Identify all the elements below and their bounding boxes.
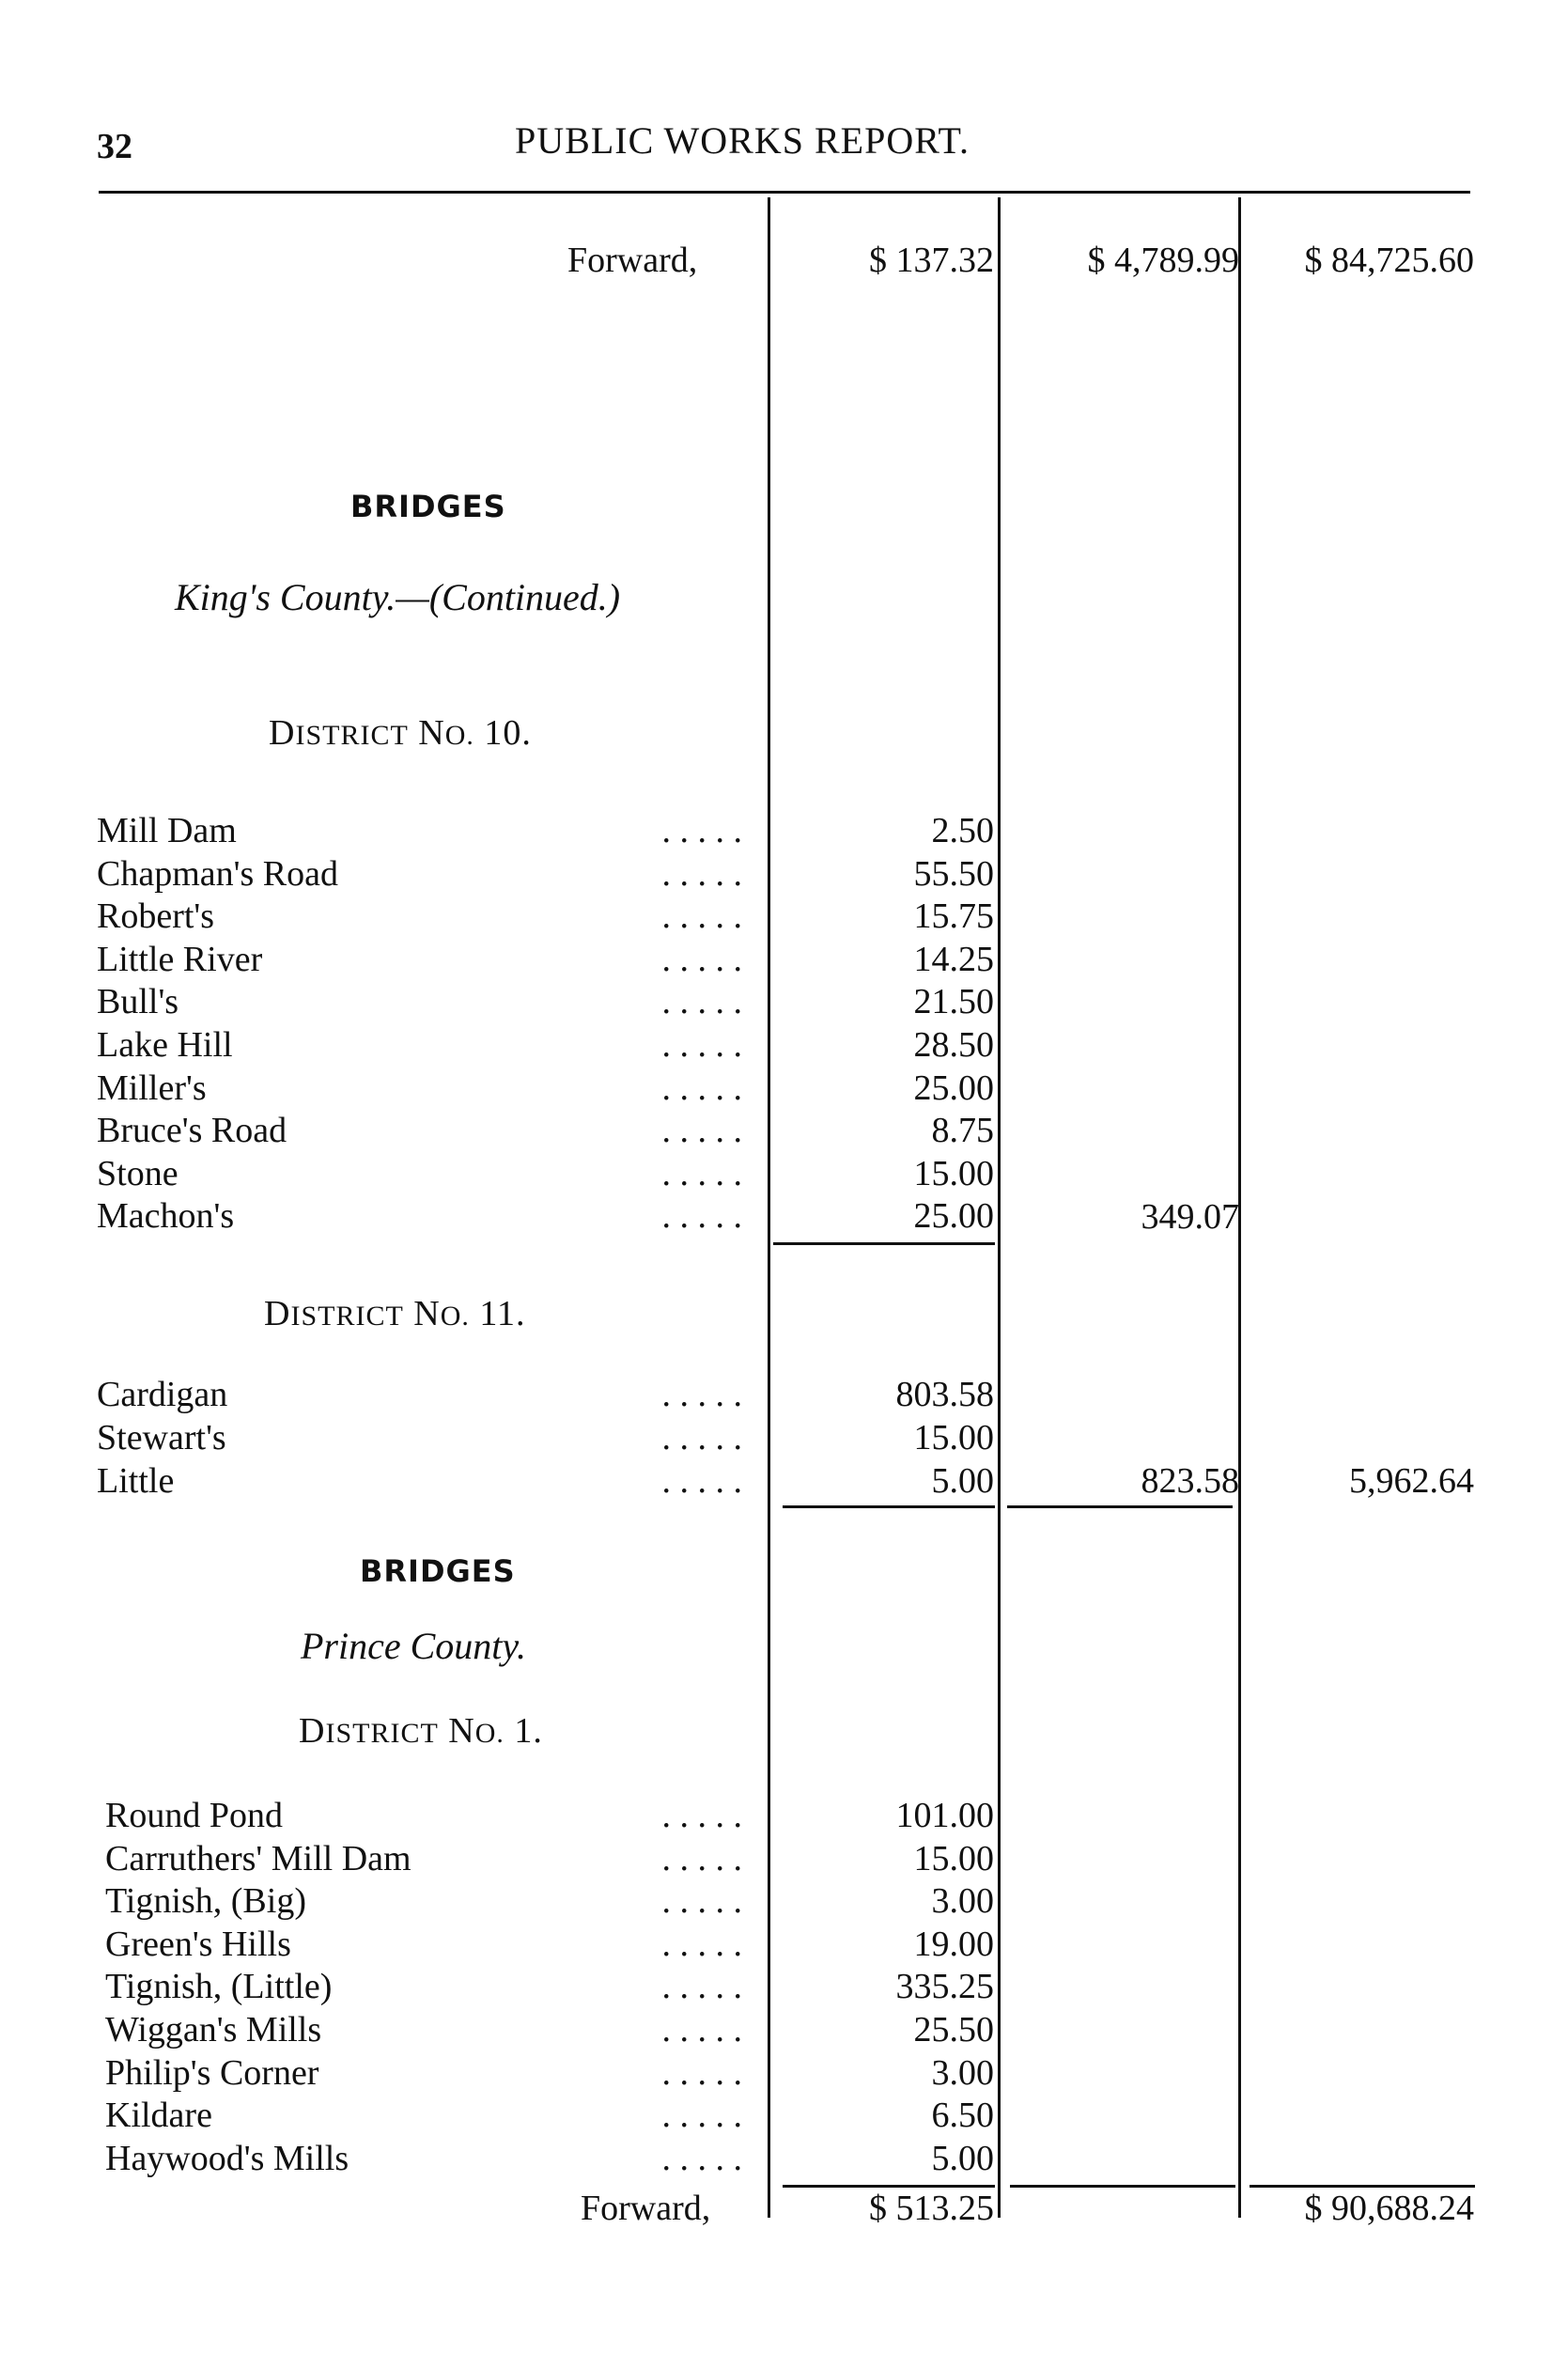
forward-bottom-col1: $ 513.25 <box>869 2189 994 2228</box>
forward-bottom-col3: $ 90,688.24 <box>1304 2189 1474 2228</box>
item-amount: 25.00 <box>913 1196 994 1237</box>
district-1-title: DISTRICT NO. 1. <box>299 1711 543 1751</box>
item-name: Bruce's Road <box>97 1111 287 1151</box>
item-name: Miller's <box>97 1068 207 1108</box>
column-rule-2 <box>998 197 1001 2218</box>
item-name: Wiggan's Mills <box>105 2010 322 2049</box>
header-rule <box>99 191 1470 194</box>
district-1-underline-col2 <box>1010 2185 1235 2188</box>
item-amount: 55.50 <box>913 853 994 894</box>
item-name: Kildare <box>105 2096 212 2136</box>
page-number: 32 <box>97 127 132 166</box>
item-amount: 101.00 <box>895 1796 994 1835</box>
item-amount: 2.50 <box>931 811 994 850</box>
leader-dots: . . . . . <box>661 1881 742 1922</box>
leader-dots: . . . . . <box>661 1025 742 1065</box>
leader-dots: . . . . . <box>661 1924 742 1964</box>
district-11-underline-col1 <box>783 1505 995 1508</box>
item-name: Lake Hill <box>97 1025 233 1065</box>
item-amount: 3.00 <box>931 2052 994 2093</box>
forward-label-top: Forward, <box>567 241 698 280</box>
item-name: Bull's <box>97 982 179 1022</box>
leader-dots: . . . . . <box>661 2052 742 2093</box>
district-10-title: DISTRICT NO. 10. <box>269 713 532 753</box>
item-name: Little <box>97 1461 175 1501</box>
item-amount: 15.00 <box>913 1838 994 1878</box>
item-amount: 15.75 <box>913 896 994 937</box>
leader-dots: . . . . . <box>661 1461 742 1501</box>
forward-top-col3: $ 84,725.60 <box>1304 241 1474 280</box>
leader-dots: . . . . . <box>661 1153 742 1193</box>
item-name: Mill Dam <box>97 811 237 850</box>
leader-dots: . . . . . <box>661 982 742 1022</box>
leader-dots: . . . . . <box>661 853 742 894</box>
forward-top-col2: $ 4,789.99 <box>1087 241 1239 280</box>
item-name: Cardigan <box>97 1375 228 1414</box>
district-11-title: DISTRICT NO. 11. <box>264 1294 526 1333</box>
leader-dots: . . . . . <box>661 2010 742 2049</box>
item-name: Round Pond <box>105 1796 283 1835</box>
item-name: Tignish, (Big) <box>105 1881 306 1922</box>
item-amount: 25.00 <box>913 1068 994 1108</box>
forward-top-col1: $ 137.32 <box>869 241 994 280</box>
item-name: Haywood's Mills <box>105 2138 349 2178</box>
section-heading-bridges-2: BRIDGES <box>360 1553 516 1589</box>
item-name: Stewart's <box>97 1418 226 1457</box>
item-name: Little River <box>97 939 263 979</box>
item-amount: 15.00 <box>913 1418 994 1457</box>
leader-dots: . . . . . <box>661 1796 742 1835</box>
running-title: PUBLIC WORKS REPORT. <box>515 119 970 162</box>
leader-dots: . . . . . <box>661 1967 742 2007</box>
item-name: Chapman's Road <box>97 853 338 894</box>
section-heading-bridges-1: BRIDGES <box>350 489 506 524</box>
leader-dots: . . . . . <box>661 2096 742 2136</box>
item-name: Carruthers' Mill Dam <box>105 1838 411 1878</box>
item-amount: 5.00 <box>931 2138 994 2178</box>
leader-dots: . . . . . <box>661 2138 742 2178</box>
item-amount: 335.25 <box>895 1967 994 2007</box>
leader-dots: . . . . . <box>661 1068 742 1108</box>
leader-dots: . . . . . <box>661 939 742 979</box>
district-10-underline <box>773 1242 995 1245</box>
item-amount: 21.50 <box>913 982 994 1022</box>
item-amount: 15.00 <box>913 1153 994 1193</box>
county-heading-prince: Prince County. <box>301 1625 526 1667</box>
kings-county-total: 5,962.64 <box>1349 1461 1474 1501</box>
item-name: Tignish, (Little) <box>105 1967 333 2007</box>
leader-dots: . . . . . <box>661 1375 742 1414</box>
item-name: Machon's <box>97 1196 235 1237</box>
leader-dots: . . . . . <box>661 1418 742 1457</box>
column-rule-1 <box>768 197 770 2218</box>
district-11-subtotal: 823.58 <box>1141 1461 1239 1501</box>
item-amount: 28.50 <box>913 1025 994 1065</box>
item-name: Green's Hills <box>105 1924 291 1964</box>
leader-dots: . . . . . <box>661 896 742 937</box>
item-amount: 6.50 <box>931 2096 994 2136</box>
leader-dots: . . . . . <box>661 1196 742 1237</box>
item-amount: 25.50 <box>913 2010 994 2049</box>
leader-dots: . . . . . <box>661 1111 742 1151</box>
county-heading-kings: King's County.—(Continued.) <box>175 576 621 618</box>
forward-label-bottom: Forward, <box>581 2189 711 2228</box>
item-name: Robert's <box>97 896 215 937</box>
item-amount: 14.25 <box>913 939 994 979</box>
district-11-underline-col2 <box>1007 1505 1233 1508</box>
item-name: Stone <box>97 1153 179 1193</box>
leader-dots: . . . . . <box>661 811 742 850</box>
item-name: Philip's Corner <box>105 2052 319 2093</box>
item-amount: 803.58 <box>895 1375 994 1414</box>
item-amount: 3.00 <box>931 1881 994 1922</box>
item-amount: 5.00 <box>931 1461 994 1501</box>
item-amount: 8.75 <box>931 1111 994 1151</box>
item-amount: 19.00 <box>913 1924 994 1964</box>
leader-dots: . . . . . <box>661 1838 742 1878</box>
district-10-subtotal: 349.07 <box>1141 1197 1239 1237</box>
